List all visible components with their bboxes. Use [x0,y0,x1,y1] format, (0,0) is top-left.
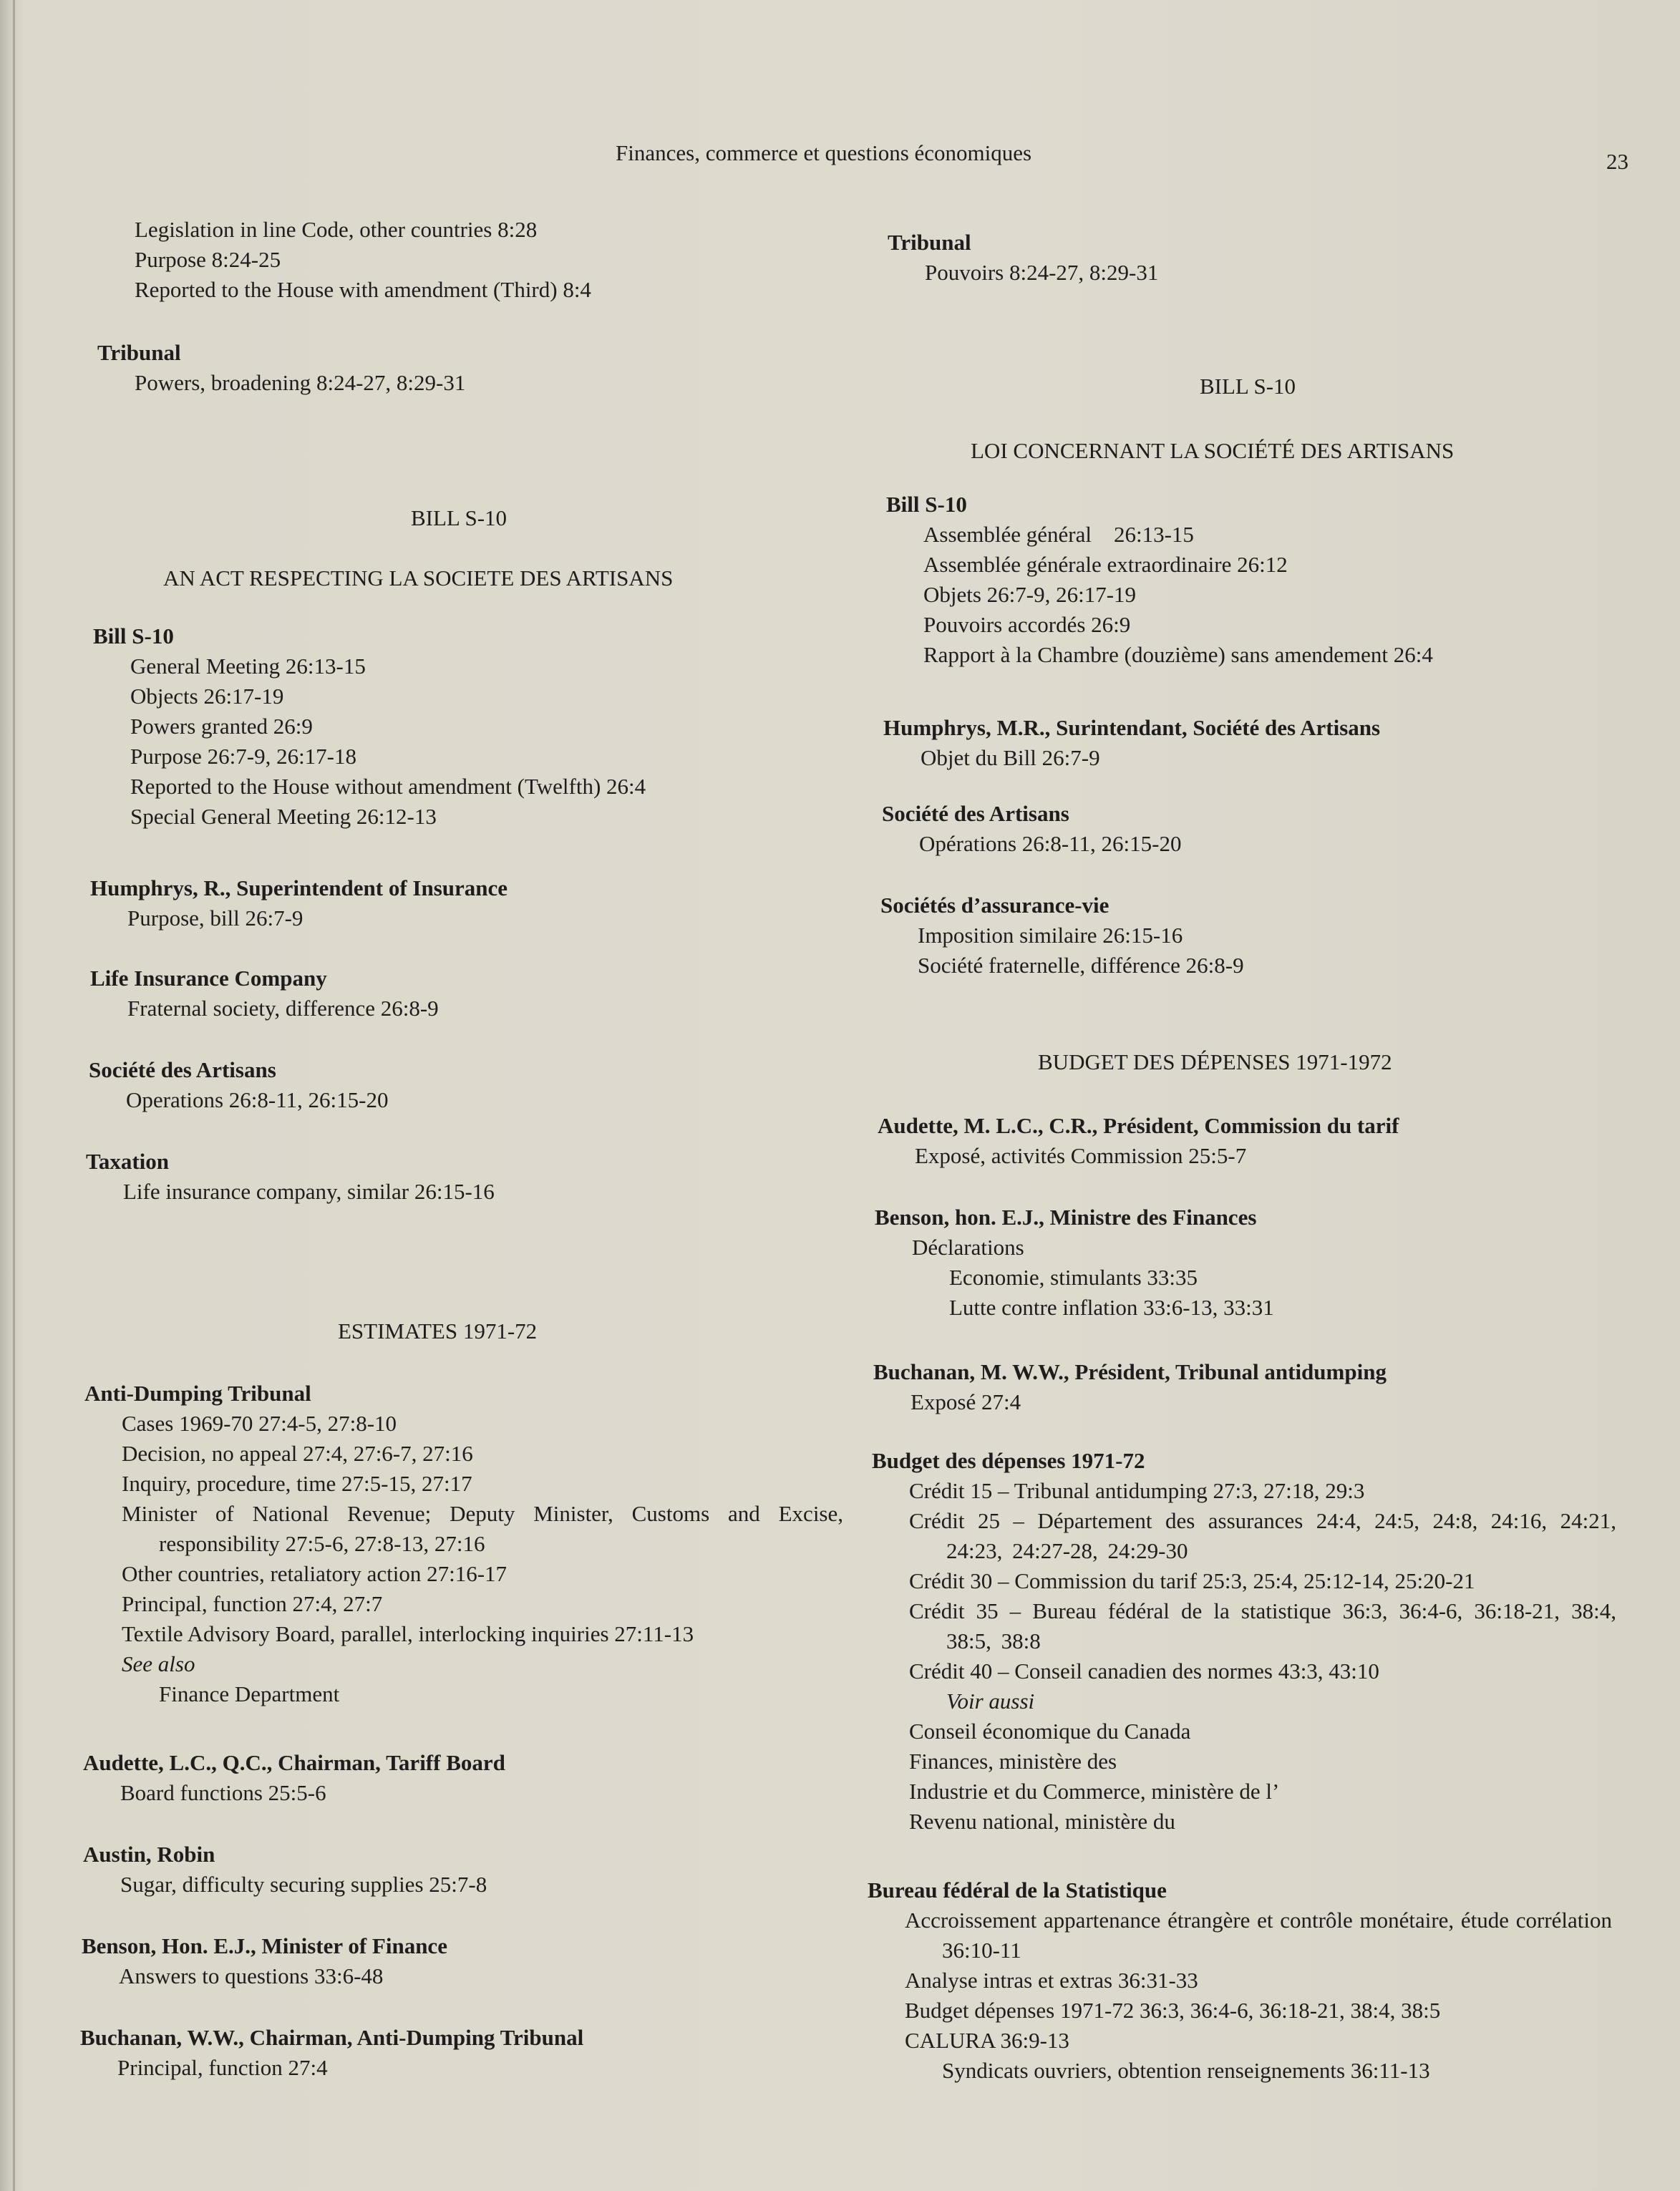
entry-tribunal-fr [888,228,1158,288]
index-heading: Bill S-10 [886,492,967,517]
entry-bill-s10-fr [886,490,1433,670]
index-heading: Buchanan, M. W.W., Président, Tribunal antidumping [873,1359,1387,1384]
index-subentry: Crédit 30 – Commission du tarif 25:3, 25:4, 25:12-14, 25:20-21 [909,1568,1475,1593]
section-heading-bill: BILL S-10 [411,505,508,530]
index-subentry: Answers to questions 33:6-48 [119,1963,384,1988]
index-subentry: Operations 26:8-11, 26:15-20 [126,1087,389,1112]
see-also-label: Voir aussi [946,1689,1035,1714]
index-subsubentry: Syndicats ouvriers, obtention renseignements 36:11-13 [942,2058,1430,2083]
entry-life-insurance [90,963,439,1024]
index-subentry: Decision, no appeal 27:4, 27:6-7, 27:16 [122,1441,473,1466]
section-heading-estimates: ESTIMATES 1971-72 [338,1318,538,1344]
index-heading: Bureau fédéral de la Statistique [868,1877,1167,1903]
index-subentry: Purpose 8:24-25 [135,247,281,272]
index-subentry: Accroissement appartenance étrangère et contrôle monétaire, étude corrélation 36:10-11 [905,1908,1612,1963]
index-crossref: Industrie et du Commerce, ministère de l’ [909,1779,1280,1804]
entry-assurance-vie [880,890,1244,981]
index-subentry: Imposition similaire 26:15-16 [918,923,1183,948]
index-crossref: Finance Department [159,1681,340,1706]
index-subentry: Pouvoirs accordés 26:9 [923,612,1131,637]
entry-societe-fr [882,799,1182,859]
entry-benson-en [82,1931,447,1991]
index-subsubentry: Economie, stimulants 33:35 [949,1265,1198,1290]
index-subentry: Assemblée générale extraordinaire 26:12 [923,552,1288,577]
index-subentry: Déclarations [912,1235,1024,1260]
index-subentry: Opérations 26:8-11, 26:15-20 [919,831,1182,856]
index-subentry: Powers granted 26:9 [130,714,313,739]
index-crossref: Conseil économique du Canada [909,1719,1191,1744]
index-subentry: Analyse intras et extras 36:31-33 [905,1968,1198,1993]
entry-humphrys-fr [883,713,1380,773]
index-heading: Sociétés d’assurance-vie [880,893,1110,918]
index-subentry: Life insurance company, similar 26:15-16 [123,1179,495,1204]
index-heading: Tribunal [97,340,181,365]
index-heading: Tribunal [888,230,971,255]
index-heading: Taxation [86,1149,170,1174]
index-subentry: CALURA 36:9-13 [905,2028,1069,2053]
entry-audette-fr [878,1111,1399,1171]
index-subentry: Special General Meeting 26:12-13 [130,804,437,829]
entry-austin [83,1840,487,1900]
entry-bureau-statistique [868,1875,1612,2086]
index-heading: Humphrys, R., Superintendent of Insurance [90,875,508,900]
index-subentry: Pouvoirs 8:24-27, 8:29-31 [925,260,1159,285]
running-header: Finances, commerce et questions économiques [616,140,1032,165]
index-subentry: Purpose 26:7-9, 26:17-18 [130,744,357,769]
index-heading: Société des Artisans [89,1057,276,1082]
index-subentry: Assemblée général 26:13-15 [923,522,1194,547]
index-subentry: Other countries, retaliatory action 27:16-17 [122,1561,508,1586]
index-subentry: Reported to the House with amendment (Third) 8:4 [135,277,591,302]
entry-benson-fr [875,1203,1274,1323]
entry-bill-s10-en [93,621,646,832]
index-heading: Humphrys, M.R., Surintendant, Société des Artisans [883,715,1381,740]
index-subentry: Exposé, activités Commission 25:5-7 [915,1143,1247,1168]
see-also-label: See also [122,1651,195,1676]
index-subentry: Crédit 35 – Bureau fédéral de la statistique 36:3, 36:4-6, 36:18-21, 38:4, 38:5, 38:8 [909,1598,1616,1653]
section-heading-budget: BUDGET DES DÉPENSES 1971-1972 [1038,1049,1392,1074]
entry-buchanan-fr [873,1357,1387,1417]
section-heading-loi: LOI CONCERNANT LA SOCIÉTÉ DES ARTISANS [971,438,1455,463]
index-subentry: Reported to the House without amendment (Twelfth) 26:4 [130,774,646,799]
index-heading: Buchanan, W.W., Chairman, Anti-Dumping Tribunal [80,2025,584,2050]
index-subentry: Textile Advisory Board, parallel, interlocking inquiries 27:11-13 [122,1621,694,1646]
index-subentry: Fraternal society, difference 26:8-9 [127,996,439,1021]
index-heading: Austin, Robin [83,1842,215,1867]
index-subentry: Exposé 27:4 [911,1389,1021,1414]
index-heading: Audette, L.C., Q.C., Chairman, Tariff Board [83,1750,505,1775]
index-subentry: Objet du Bill 26:7-9 [921,745,1100,770]
index-heading: Benson, Hon. E.J., Minister of Finance [82,1933,447,1958]
index-subentry: Cases 1969-70 27:4-5, 27:8-10 [122,1411,397,1436]
index-subentry: Principal, function 27:4, 27:7 [122,1591,383,1616]
binding-shadow [13,0,15,2191]
entry-budget-depenses [872,1446,1616,1837]
entry-taxation [86,1147,495,1207]
index-heading: Bill S-10 [93,623,174,648]
index-subentry: Crédit 40 – Conseil canadien des normes 43:3, 43:10 [909,1658,1379,1684]
index-subentry: Objets 26:7-9, 26:17-19 [923,582,1137,607]
index-subentry: Rapport à la Chambre (douzième) sans amendement 26:4 [923,642,1433,667]
index-heading: Life Insurance Company [90,966,327,991]
index-subentry: Inquiry, procedure, time 27:5-15, 27:17 [122,1471,472,1496]
page-number: 23 [1606,149,1628,174]
index-subentry: Société fraternelle, différence 26:8-9 [918,953,1244,978]
section-heading-act: AN ACT RESPECTING LA SOCIETE DES ARTISANS [163,565,674,591]
index-subentry: Budget dépenses 1971-72 36:3, 36:4-6, 36:18-21, 38:4, 38:5 [905,1998,1441,2023]
index-crossref: Revenu national, ministère du [909,1809,1175,1834]
entry-buchanan-en [80,2023,583,2083]
section-heading-bill-fr: BILL S-10 [1200,374,1296,399]
index-subentry: Legislation in line Code, other countries 8:28 [135,217,538,242]
index-heading: Benson, hon. E.J., Ministre des Finances [875,1205,1257,1230]
entry-societe-en [89,1055,389,1115]
index-subentry: Principal, function 27:4 [117,2055,328,2080]
index-crossref: Finances, ministère des [909,1749,1117,1774]
index-subentry: Powers, broadening 8:24-27, 8:29-31 [135,370,466,395]
index-subentry: Objects 26:17-19 [130,684,284,709]
index-subentry: Crédit 15 – Tribunal antidumping 27:3, 27:18, 29:3 [909,1478,1365,1503]
entry-audette-en [83,1748,505,1808]
index-subsubentry: Lutte contre inflation 33:6-13, 33:31 [949,1295,1274,1320]
index-subentry: Board functions 25:5-6 [120,1780,326,1805]
index-subentry: Minister of National Revenue; Deputy Minister, Customs and Excise, responsibility 27:5-6, 27:8-13, 27:16 [122,1501,843,1556]
index-subentry: Sugar, difficulty securing supplies 25:7-8 [120,1872,487,1897]
index-heading: Budget des dépenses 1971-72 [872,1448,1145,1473]
left-continued-entries [97,215,591,305]
index-subentry: Purpose, bill 26:7-9 [127,905,304,931]
index-subentry: General Meeting 26:13-15 [130,654,366,679]
index-heading: Anti-Dumping Tribunal [84,1381,311,1406]
entry-anti-dumping [84,1379,843,1709]
entry-humphrys-en [90,873,508,933]
entry-tribunal-en [97,338,465,398]
index-heading: Société des Artisans [882,801,1069,826]
index-heading: Audette, M. L.C., C.R., Président, Commission du tarif [878,1113,1399,1138]
index-subentry: Crédit 25 – Département des assurances 24:4, 24:5, 24:8, 24:16, 24:21, 24:23, 24:27-28, 24:29-30 [909,1508,1616,1563]
